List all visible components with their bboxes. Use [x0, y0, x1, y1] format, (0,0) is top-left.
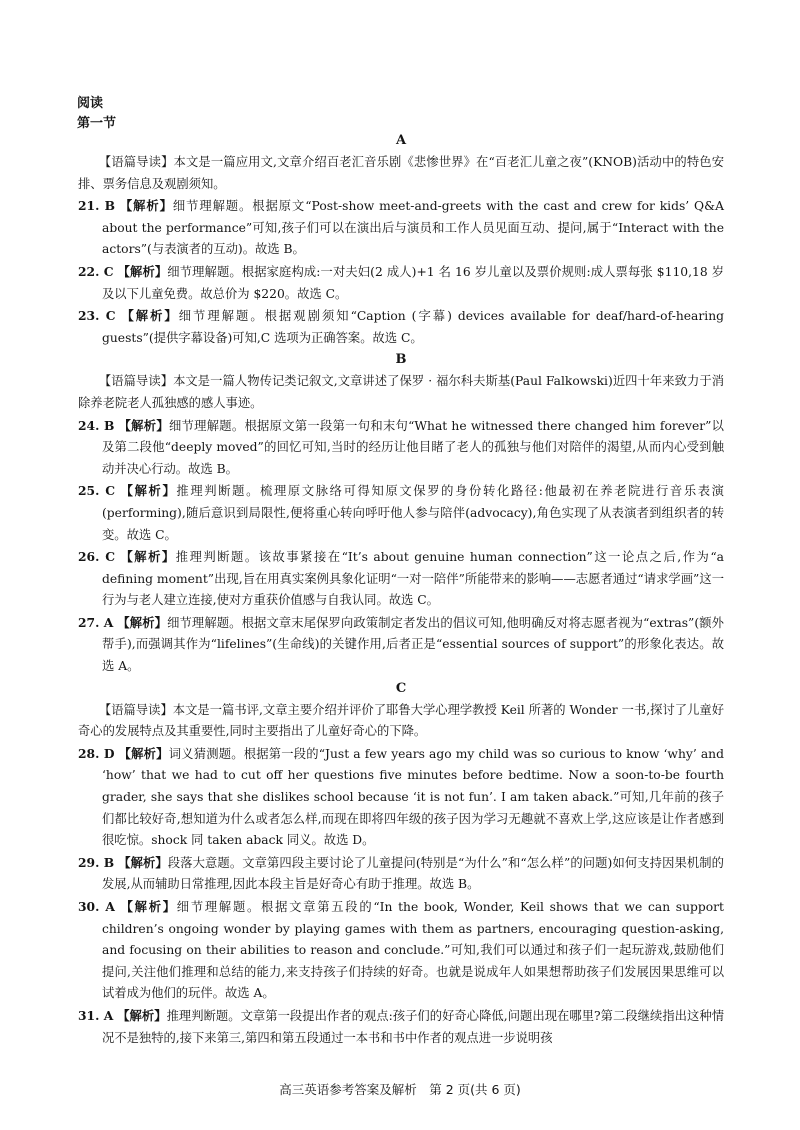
analysis-text: 推理判断题。梳理原文脉络可得知原文保罗的身份转化路径:他最初在养老院进行音乐表演(performing),随后意识到局限性,便将重心转向呼吁他人参与陪伴(advocacy),角色实现了从表演者到组织者的转变。故选 C。: [102, 484, 724, 542]
analysis-tag: 【解析】: [120, 549, 176, 565]
part-heading: 第一节: [77, 116, 117, 131]
question-number: 25. C: [78, 483, 116, 499]
passage-guide-c: 【语篇导读】本文是一篇书评,文章主要介绍并评价了耶鲁大学心理学教授 Keil 所著的 Wonder 一书,探讨了儿童好奇心的发展特点及其重要性,同时主要指出了儿童好奇心的下降。: [78, 702, 724, 739]
question-number: 24. B: [78, 417, 115, 433]
analysis-text: 细节理解题。根据文章第五段的“In the book, Wonder, Keil shows that we can support children’s ongoing wonder by playing games with them as partners, encouraging question-asking, and focusing on their abilities to reason and conclude.”可知,我们可以通过和孩子们一起玩游戏,鼓励他们提问,关注他们推理和总结的能力,来支持孩子们持续的好奇。也就是说成年人如果想帮助孩子们发展因果思维可以试着成为他们的玩伴。故选 A。: [102, 900, 724, 1001]
analysis-text: 细节理解题。根据原文第一段第一句和末句“What he witnessed there changed him forever”以及第二段他“deeply moved”的回忆可知,当时的经历让他目睹了老人的孤独与他们对陪伴的渴望,从而内心受到触动并决心行动。故选 B。: [102, 418, 724, 476]
answer-item-30: [78, 896, 724, 1005]
passage-guide-b: 【语篇导读】本文是一篇人物传记类记叙文,文章讲述了保罗 · 福尔科夫斯基(Paul Falkowski)近四十年来致力于消除养老院老人孤独感的感人事迹。: [78, 374, 724, 410]
section-heading-reading: 阅读: [77, 96, 104, 111]
answer-item-27: [78, 612, 724, 678]
question-number: 26. C: [78, 549, 115, 565]
question-number: 29. B: [78, 854, 115, 870]
analysis-text: 推理判断题。文章第一段提出作者的观点:孩子们的好奇心降低,问题出现在哪里?第二段继续指出这种情况不是独特的,接下来第三,第四和第五段通过一本书和书中作者的观点进一步说明孩: [102, 1008, 724, 1045]
answer-item-23: [78, 305, 724, 349]
passage-guide-a: 【语篇导读】本文是一篇应用文,文章介绍百老汇音乐剧《悲惨世界》在“百老汇儿童之夜”(KNOB)活动中的特色安排、票务信息及观剧须知。: [78, 155, 724, 191]
analysis-text: 细节理解题。根据文章末尾保罗向政策制定者发出的倡议可知,他明确反对将志愿者视为“extras”(额外帮手),而强调其作为“lifelines”(生命线)的关键作用,后者正是“essential sources of support”的形象化表达。故选 A。: [102, 615, 724, 674]
analysis-tag: 【解析】: [118, 854, 168, 870]
answer-item-21: [78, 195, 724, 261]
answer-item-28: [78, 743, 724, 852]
analysis-tag: 【解析】: [121, 308, 179, 324]
answer-item-25: [78, 480, 724, 546]
analysis-tag: 【解析】: [119, 198, 173, 214]
answer-item-26: [78, 546, 724, 612]
analysis-tag: 【解析】: [120, 483, 177, 499]
question-number: 30. A: [78, 899, 115, 914]
page-footer: 高三英语参考答案及解析 第 2 页(共 6 页): [279, 1082, 521, 1097]
section-letter-c: C: [395, 680, 407, 696]
analysis-tag: 【解析】: [117, 614, 168, 630]
section-letter-a: A: [395, 133, 407, 148]
answer-item-29: [78, 852, 724, 896]
answer-item-31: [78, 1005, 724, 1049]
analysis-text: 细节理解题。根据原文“Post-show meet-and-greets with the cast and crew for kids’ Q&A about the performance”可知,孩子们可以在演出后与演员和工作人员见面互动、提问,属于“Interact with the actors”(与表演者的互动)。故选 B。: [102, 199, 724, 257]
analysis-text: 推理判断题。该故事紧接在“It’s about genuine human connection”这一论点之后,作为“a defining moment”出现,旨在用真实案例具象化证明“一对一陪伴”所能带来的影响——志愿者通过“请求学画”这一行为与老人建立连接,使对方重获价值感与自我认同。故选 C。: [102, 550, 724, 608]
analysis-tag: 【解析】: [117, 263, 168, 279]
answer-item-22: [78, 261, 724, 305]
question-number: 23. C: [78, 308, 116, 324]
analysis-text: 词义猜测题。根据第一段的“Just a few years ago my child was so curious to know ‘why’ and ‘how’ that we had to cut off her questions five minutes before bedtime. Now a soon-to-be fourth grader, she says that she dislikes school because ‘it is not fun’. I am taken aback.”可知,几年前的孩子们都比较好奇,想知道为什么或者怎么样,而现在即将四年级的孩子因为学习无趣就不喜欢上学,这应该是让作者感到很吃惊。shock 同 taken aback 同义。故选 D。: [102, 746, 724, 848]
analysis-tag: 【解析】: [118, 745, 169, 761]
question-number: 22. C: [78, 263, 114, 279]
analysis-text: 细节理解题。根据观剧须知“Caption (字幕) devices available for deaf/hard-of-hearing guests”(提供字幕设备)可知,C 选项为正确答案。故选 C。: [102, 309, 724, 345]
analysis-tag: 【解析】: [120, 899, 177, 914]
answer-content: [78, 130, 724, 1049]
question-number: 21. B: [78, 198, 116, 214]
analysis-text: 细节理解题。根据家庭构成:一对夫妇(2 成人)+1 名 16 岁儿童以及票价规则:成人票每张 $110,18 岁及以下儿童免费。故总价为 $220。故选 C。: [102, 264, 724, 301]
analysis-text: 段落大意题。文章第四段主要讨论了儿童提问(特别是“为什么”和“怎么样”的问题)如何支持因果机制的发展,从而辅助日常推理,因此本段主旨是好奇心有助于推理。故选 B。: [102, 855, 724, 892]
question-number: 27. A: [78, 614, 114, 630]
analysis-tag: 【解析】: [118, 417, 169, 433]
question-number: 31. A: [78, 1007, 114, 1023]
question-number: 28. D: [78, 745, 115, 761]
section-letter-b: B: [395, 352, 407, 368]
analysis-tag: 【解析】: [117, 1007, 167, 1023]
answer-item-24: [78, 415, 724, 481]
